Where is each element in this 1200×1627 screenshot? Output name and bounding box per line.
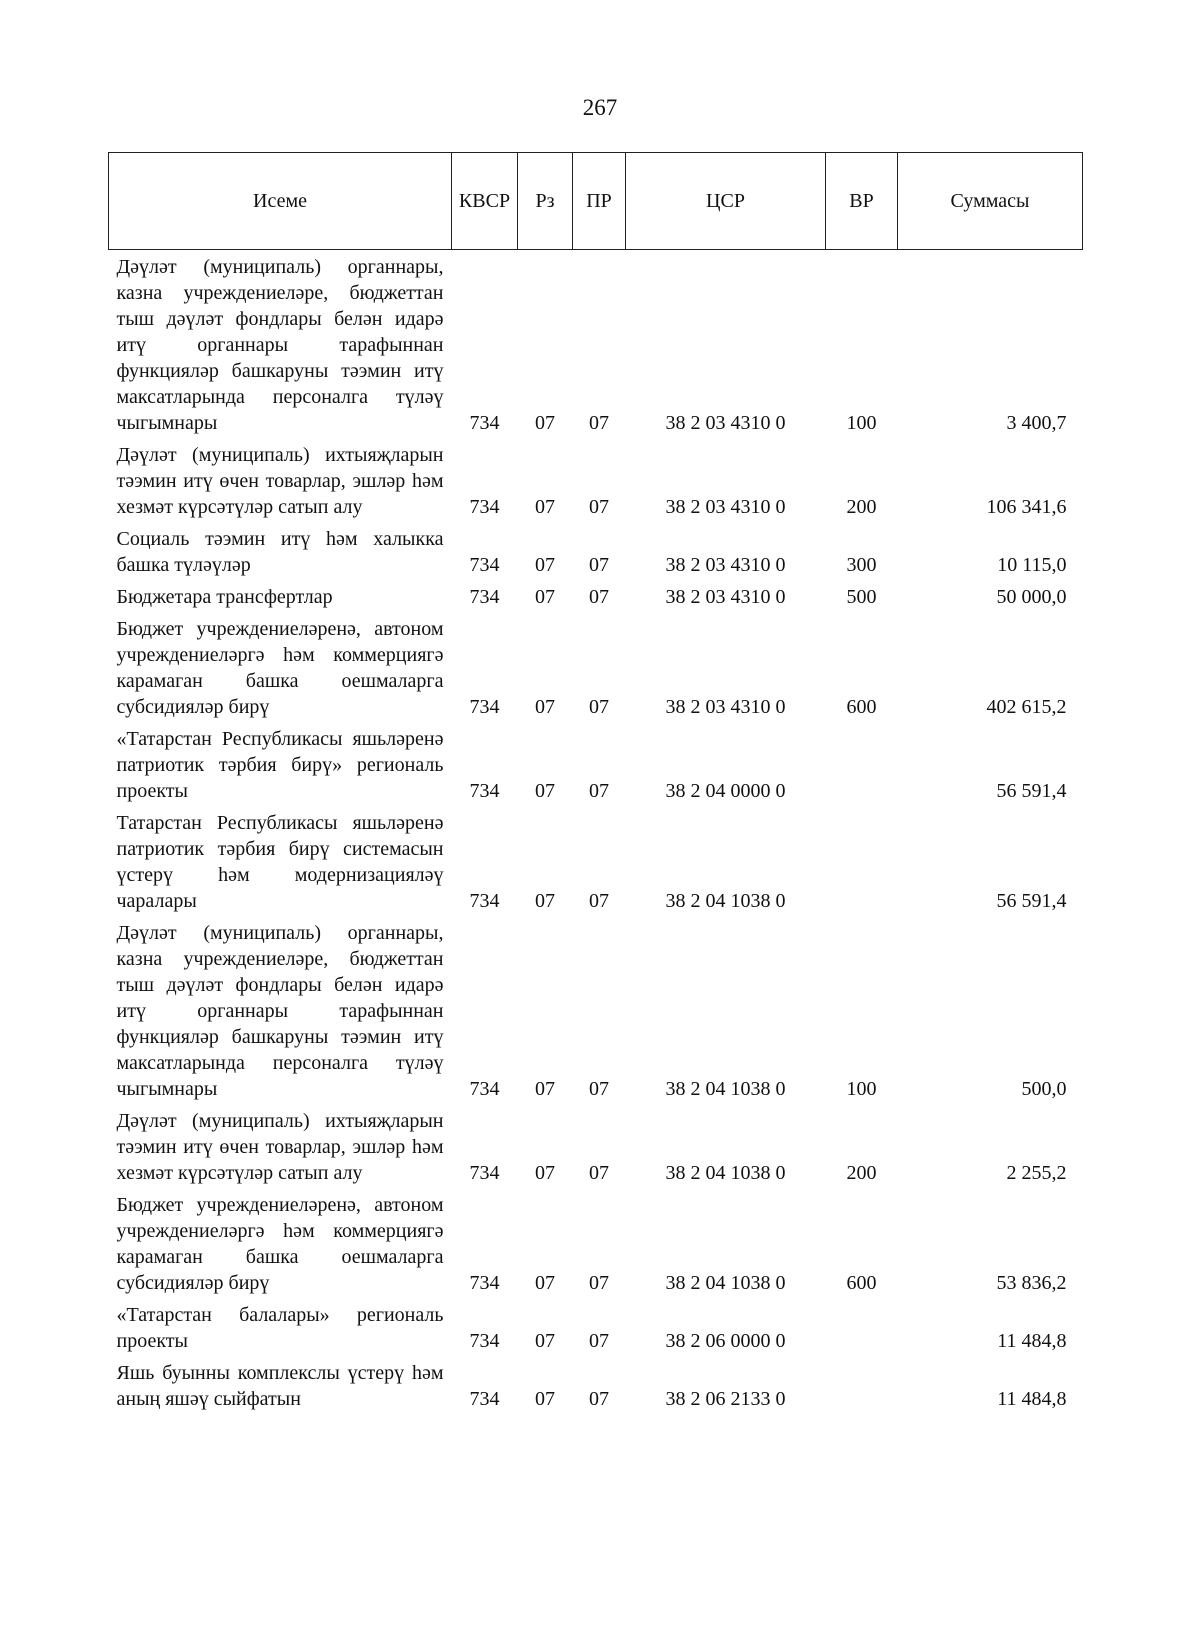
row-rz: 07 — [535, 1162, 555, 1184]
row-name: Бюджетара трансфертлар — [116, 586, 333, 608]
row-sum: 106 341,6 — [986, 496, 1067, 518]
row-rz: 07 — [535, 780, 555, 802]
row-pr: 07 — [589, 1078, 609, 1100]
row-csr: 38 2 03 4310 0 — [665, 586, 786, 608]
header-name: Исеме — [109, 153, 452, 250]
row-pr: 07 — [589, 1330, 609, 1352]
row-kvsr: 734 — [469, 1330, 500, 1352]
row-rz: 07 — [535, 1078, 555, 1100]
row-sum: 11 484,8 — [997, 1388, 1067, 1410]
row-name: Татарстан Республикасы яшьләренә патриотик тәрбия бирү системасын үстерү һәм модернизацияләү чаралары — [116, 812, 444, 912]
budget-table — [108, 152, 1083, 1414]
table-row — [109, 1298, 1083, 1356]
row-rz: 07 — [535, 1272, 555, 1294]
row-sum: 56 591,4 — [996, 890, 1067, 912]
row-csr: 38 2 03 4310 0 — [665, 412, 786, 434]
table-row — [109, 522, 1083, 580]
header-sum: Суммасы — [898, 153, 1083, 250]
row-vr: 600 — [846, 1272, 877, 1294]
row-vr: 200 — [846, 496, 877, 518]
row-sum: 500,0 — [1021, 1078, 1067, 1100]
row-kvsr: 734 — [469, 1272, 500, 1294]
row-kvsr: 734 — [469, 554, 500, 576]
row-name: Дәүләт (муниципаль) органнары, казна учреждениеләре, бюджеттан тыш дәүләт фондлары белән идарә итү органнары тарафыннан функцияләр башкаруны тәэмин итү максатларында персоналга түләү чыгымнары — [116, 922, 444, 1100]
header-kvsr: КВСР — [452, 153, 518, 250]
row-pr: 07 — [589, 780, 609, 802]
row-csr: 38 2 03 4310 0 — [665, 554, 786, 576]
row-vr: 100 — [846, 1078, 877, 1100]
row-pr: 07 — [589, 496, 609, 518]
row-sum: 50 000,0 — [996, 586, 1067, 608]
row-name: Бюджет учреждениеләренә, автоном учреждениеләргә һәм коммерциягә карамаган башка оешмаларга субсидияләр бирү — [116, 618, 444, 718]
row-kvsr: 734 — [469, 412, 500, 434]
table-row — [109, 916, 1083, 1104]
row-name: «Татарстан балалары» региональ проекты — [116, 1304, 444, 1352]
row-kvsr: 734 — [469, 496, 500, 518]
row-name: Дәүләт (муниципаль) органнары, казна учреждениеләре, бюджеттан тыш дәүләт фондлары белән идарә итү органнары тарафыннан функцияләр башкаруны тәэмин итү максатларында персоналга түләү чыгымнары — [116, 256, 444, 434]
row-vr — [826, 1298, 898, 1356]
row-csr: 38 2 04 1038 0 — [665, 890, 786, 912]
table-row — [109, 1188, 1083, 1298]
row-sum: 3 400,7 — [1006, 412, 1067, 434]
table-row — [109, 722, 1083, 806]
row-kvsr: 734 — [469, 1162, 500, 1184]
row-kvsr: 734 — [469, 586, 500, 608]
row-name: Бюджет учреждениеләренә, автоном учреждениеләргә һәм коммерциягә карамаган башка оешмаларга субсидияләр бирү — [116, 1194, 444, 1294]
row-kvsr: 734 — [469, 1388, 500, 1410]
row-vr: 300 — [846, 554, 877, 576]
row-rz: 07 — [535, 412, 555, 434]
row-pr: 07 — [589, 586, 609, 608]
row-name: «Татарстан Республикасы яшьләренә патриотик тәрбия бирү» региональ проекты — [116, 728, 444, 802]
row-pr: 07 — [589, 1162, 609, 1184]
row-sum: 402 615,2 — [986, 696, 1067, 718]
header-rz: Рз — [518, 153, 573, 250]
row-rz: 07 — [535, 890, 555, 912]
row-csr: 38 2 06 0000 0 — [665, 1330, 786, 1352]
row-kvsr: 734 — [469, 780, 500, 802]
row-csr: 38 2 04 1038 0 — [665, 1162, 786, 1184]
row-rz: 07 — [535, 1330, 555, 1352]
row-vr: 600 — [846, 696, 877, 718]
table-header-row — [109, 153, 1083, 250]
row-sum: 10 115,0 — [997, 554, 1067, 576]
row-vr: 500 — [846, 586, 877, 608]
row-vr: 200 — [846, 1162, 877, 1184]
row-sum: 56 591,4 — [996, 780, 1067, 802]
table-row — [109, 806, 1083, 916]
table-row — [109, 1356, 1083, 1414]
table-row — [109, 580, 1083, 612]
row-sum: 53 836,2 — [996, 1272, 1067, 1294]
row-vr — [826, 1356, 898, 1414]
row-rz: 07 — [535, 554, 555, 576]
row-vr: 100 — [846, 412, 877, 434]
table-row — [109, 438, 1083, 522]
row-csr: 38 2 04 1038 0 — [665, 1078, 786, 1100]
row-pr: 07 — [589, 412, 609, 434]
row-csr: 38 2 04 1038 0 — [665, 1272, 786, 1294]
row-rz: 07 — [535, 496, 555, 518]
row-pr: 07 — [589, 1388, 609, 1410]
table-row — [109, 250, 1083, 439]
row-csr: 38 2 04 0000 0 — [665, 780, 786, 802]
row-csr: 38 2 03 4310 0 — [665, 496, 786, 518]
row-rz: 07 — [535, 696, 555, 718]
row-sum: 2 255,2 — [1006, 1162, 1067, 1184]
header-vr: ВР — [826, 153, 898, 250]
row-name: Яшь буынны комплекслы үстерү һәм аның яшәү сыйфатын — [116, 1362, 444, 1410]
row-vr — [826, 806, 898, 916]
row-kvsr: 734 — [469, 696, 500, 718]
table-row — [109, 1104, 1083, 1188]
row-pr: 07 — [589, 554, 609, 576]
row-vr — [826, 722, 898, 806]
row-name: Дәүләт (муниципаль) ихтыяҗларын тәэмин итү өчен товарлар, эшләр һәм хезмәт күрсәтүләр сатып алу — [116, 444, 444, 518]
table-row — [109, 612, 1083, 722]
row-name: Социаль тәэмин итү һәм халыкка башка түләүләр — [116, 528, 444, 576]
row-pr: 07 — [589, 696, 609, 718]
row-rz: 07 — [535, 586, 555, 608]
row-csr: 38 2 06 2133 0 — [665, 1388, 786, 1410]
row-name: Дәүләт (муниципаль) ихтыяҗларын тәэмин итү өчен товарлар, эшләр һәм хезмәт күрсәтүләр сатып алу — [116, 1110, 444, 1184]
row-rz: 07 — [535, 1388, 555, 1410]
row-kvsr: 734 — [469, 1078, 500, 1100]
header-csr: ЦСР — [626, 153, 826, 250]
row-csr: 38 2 03 4310 0 — [665, 696, 786, 718]
row-pr: 07 — [589, 890, 609, 912]
page-number: 267 — [582, 95, 618, 120]
row-pr: 07 — [589, 1272, 609, 1294]
row-kvsr: 734 — [469, 890, 500, 912]
row-sum: 11 484,8 — [997, 1330, 1067, 1352]
header-pr: ПР — [573, 153, 626, 250]
